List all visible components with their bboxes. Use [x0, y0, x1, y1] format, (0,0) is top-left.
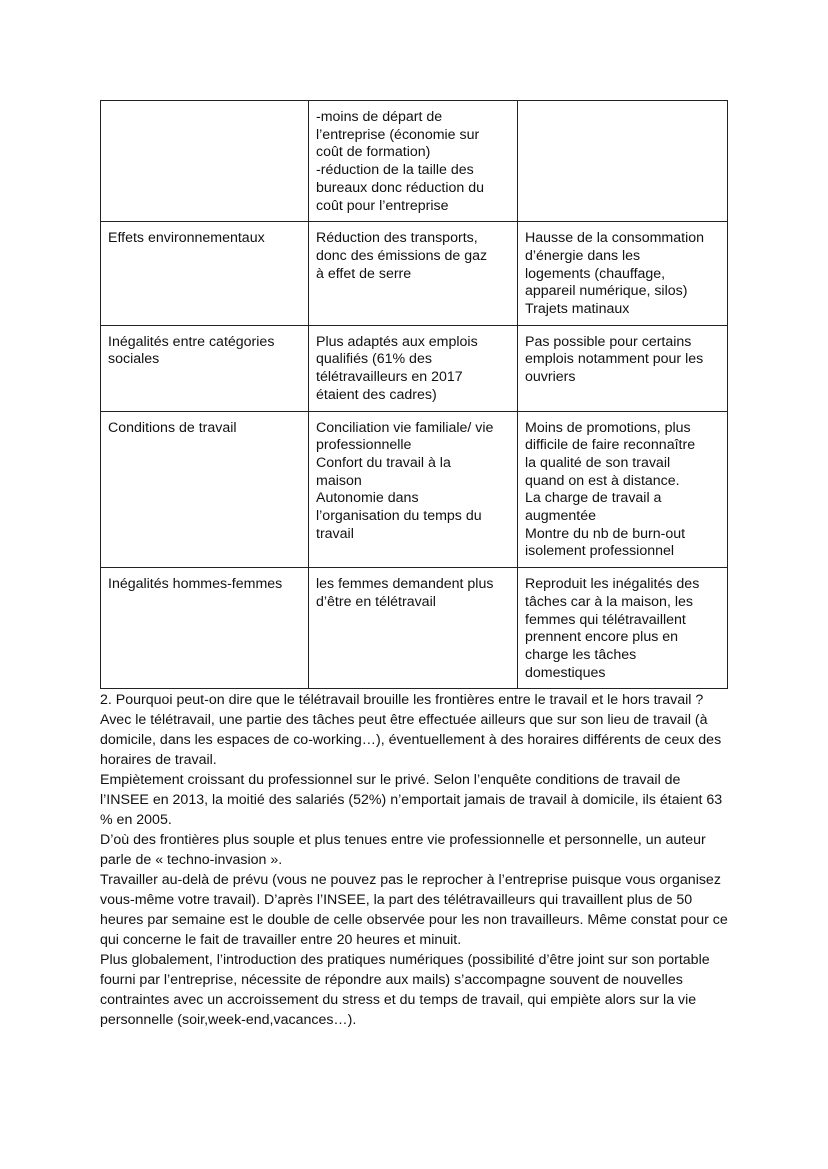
question-heading: 2. Pourquoi peut-on dire que le télétravail brouille les frontières entre le travail et le hors travail ?	[100, 692, 704, 709]
comparison-table	[100, 100, 728, 689]
cell-category: Effets environnementaux	[101, 222, 309, 326]
paragraph: Travailler au-delà de prévu (vous ne pouvez pas le reprocher à l’entreprise puisque vous organisez vous-même votre travail). D’après l’INSEE, la part des télétravailleurs qui travaillent plus de 50 heures par semaine est le double de celle observée pour les non travailleurs. Même constat pour ce qui concerne le fait de travailler entre 20 heures et minuit.	[100, 872, 728, 949]
paragraph: D’où des frontières plus souple et plus tenues entre vie professionnelle et personnelle, un auteur parle de « techno-invasion ».	[100, 832, 706, 869]
table-row	[101, 101, 728, 222]
answer-section	[100, 690, 728, 1030]
cell-advantages: les femmes demandent plus d’être en télétravail	[309, 568, 518, 689]
cell-disadvantages	[518, 101, 728, 222]
cell-disadvantages: Reproduit les inégalités des tâches car à la maison, les femmes qui télétravaillent prennent encore plus en charge les tâches domestiques	[518, 568, 728, 689]
cell-advantages: Réduction des transports, donc des émissions de gaz à effet de serre	[309, 222, 518, 326]
cell-category: Inégalités entre catégories sociales	[101, 325, 309, 411]
cell-advantages: -moins de départ de l’entreprise (économie sur coût de formation) -réduction de la taille des bureaux donc réduction du coût pour l’entreprise	[309, 101, 518, 222]
cell-disadvantages: Pas possible pour certains emplois notamment pour les ouvriers	[518, 325, 728, 411]
paragraph: Empiètement croissant du professionnel sur le privé. Selon l’enquête conditions de travail de l’INSEE en 2013, la moitié des salariés (52%) n’emportait jamais de travail à domicile, ils étaient 63 % en 2005.	[100, 772, 723, 829]
table-row	[101, 222, 728, 326]
table-row	[101, 325, 728, 411]
table-row	[101, 411, 728, 568]
cell-category: Conditions de travail	[101, 411, 309, 568]
cell-category	[101, 101, 309, 222]
cell-advantages: Plus adaptés aux emplois qualifiés (61% des télétravailleurs en 2017 étaient des cadres)	[309, 325, 518, 411]
paragraph: Plus globalement, l’introduction des pratiques numériques (possibilité d’être joint sur son portable fourni par l’entreprise, nécessite de répondre aux mails) s’accompagne souvent de nouvelles contraintes avec un accroissement du stress et du temps de travail, qui empiète alors sur la vie personnelle (soir,week-end,vacances…).	[100, 952, 710, 1029]
cell-disadvantages: Moins de promotions, plus difficile de faire reconnaître la qualité de son travail quand on est à distance. La charge de travail a augmentée Montre du nb de burn-out isolement professionnel	[518, 411, 728, 568]
table-row	[101, 568, 728, 689]
cell-disadvantages: Hausse de la consommation d’énergie dans les logements (chauffage, appareil numérique, silos) Trajets matinaux	[518, 222, 728, 326]
paragraph: Avec le télétravail, une partie des tâches peut être effectuée ailleurs que sur son lieu de travail (à domicile, dans les espaces de co-working…), éventuellement à des horaires différents de ceux des horaires de travail.	[100, 712, 722, 769]
document-page	[100, 100, 728, 1030]
cell-category: Inégalités hommes-femmes	[101, 568, 309, 689]
cell-advantages: Conciliation vie familiale/ vie professionnelle Confort du travail à la maison Autonomie dans l’organisation du temps du travail	[309, 411, 518, 568]
